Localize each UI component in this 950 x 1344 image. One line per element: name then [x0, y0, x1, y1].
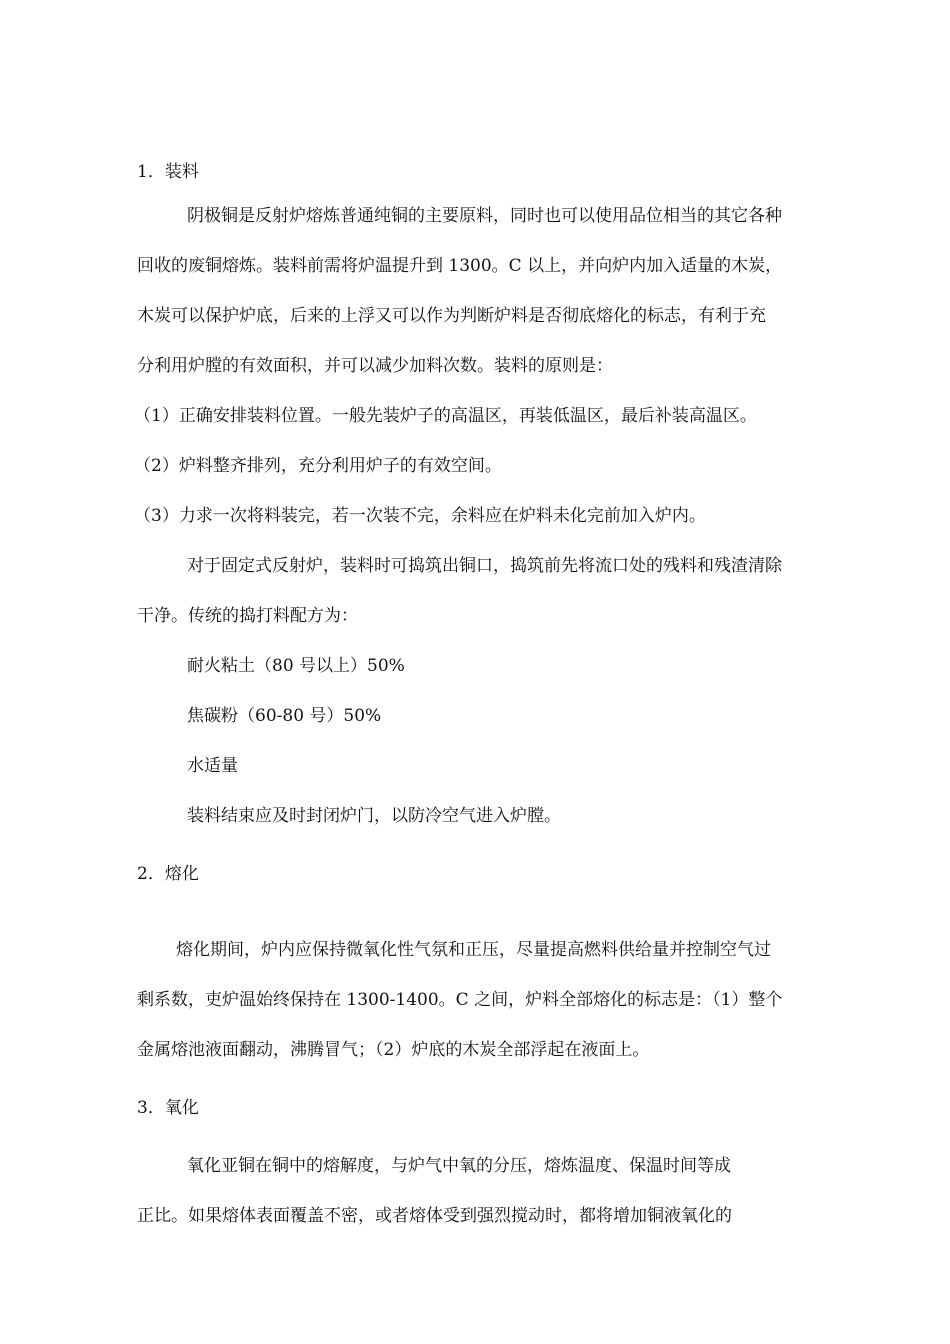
- list-item: （1）正确安排装料位置。一般先装炉子的高温区，再装低温区，最后补装高温区。: [134, 406, 757, 426]
- section-2-line-1: 熔化期间，炉内应保持微氧化性气氛和正压，尽量提高燃料供给量并控制空气过: [176, 940, 771, 960]
- section-1-para2-line-1: 对于固定式反射炉，装料时可捣筑出铜口，捣筑前先将流口处的残料和残渣清除: [187, 556, 782, 576]
- section-1-closing: 装料结束应及时封闭炉门，以防冷空气进入炉膛。: [187, 806, 561, 826]
- section-3-line-2: 正比。如果熔体表面覆盖不密，或者熔体受到强烈搅动时，都将增加铜液氧化的: [137, 1206, 732, 1226]
- list-item: （3）力求一次将料装完，若一次装不完，余料应在炉料未化完前加入炉内。: [134, 506, 706, 526]
- recipe-item: 水适量: [187, 756, 238, 776]
- section-1-line-4: 分利用炉膛的有效面积，并可以减少加料次数。装料的原则是：: [137, 356, 613, 376]
- section-1-heading: 1．装料: [137, 162, 199, 182]
- section-1-para2-line-2: 干净。传统的捣打料配方为：: [137, 606, 358, 626]
- section-2-heading: 2．熔化: [137, 864, 199, 884]
- section-3-heading: 3．氧化: [137, 1098, 199, 1118]
- section-1-line-3: 木炭可以保护炉底，后来的上浮又可以作为判断炉料是否彻底熔化的标志，有利于充: [137, 306, 766, 326]
- section-1-line-1: 阴极铜是反射炉熔炼普通纯铜的主要原料，同时也可以使用品位相当的其它各种: [187, 206, 782, 226]
- section-2-line-3: 金属熔池液面翻动，沸腾冒气；（2）炉底的木炭全部浮起在液面上。: [137, 1040, 650, 1060]
- section-1-line-2: 回收的废铜熔炼。装料前需将炉温提升到 1300。C 以上，并向炉内加入适量的木炭，: [137, 256, 783, 276]
- list-item: （2）炉料整齐排列，充分利用炉子的有效空间。: [134, 456, 502, 476]
- section-3-line-1: 氧化亚铜在铜中的熔解度，与炉气中氧的分压，熔炼温度、保温时间等成: [187, 1156, 731, 1176]
- recipe-item: 焦碳粉（60-80 号）50%: [187, 706, 382, 726]
- recipe-item: 耐火粘土（80 号以上）50%: [187, 656, 405, 676]
- section-2-line-2: 剩系数，吏炉温始终保持在 1300-1400。C 之间，炉料全部熔化的标志是：（1）整个: [137, 990, 783, 1010]
